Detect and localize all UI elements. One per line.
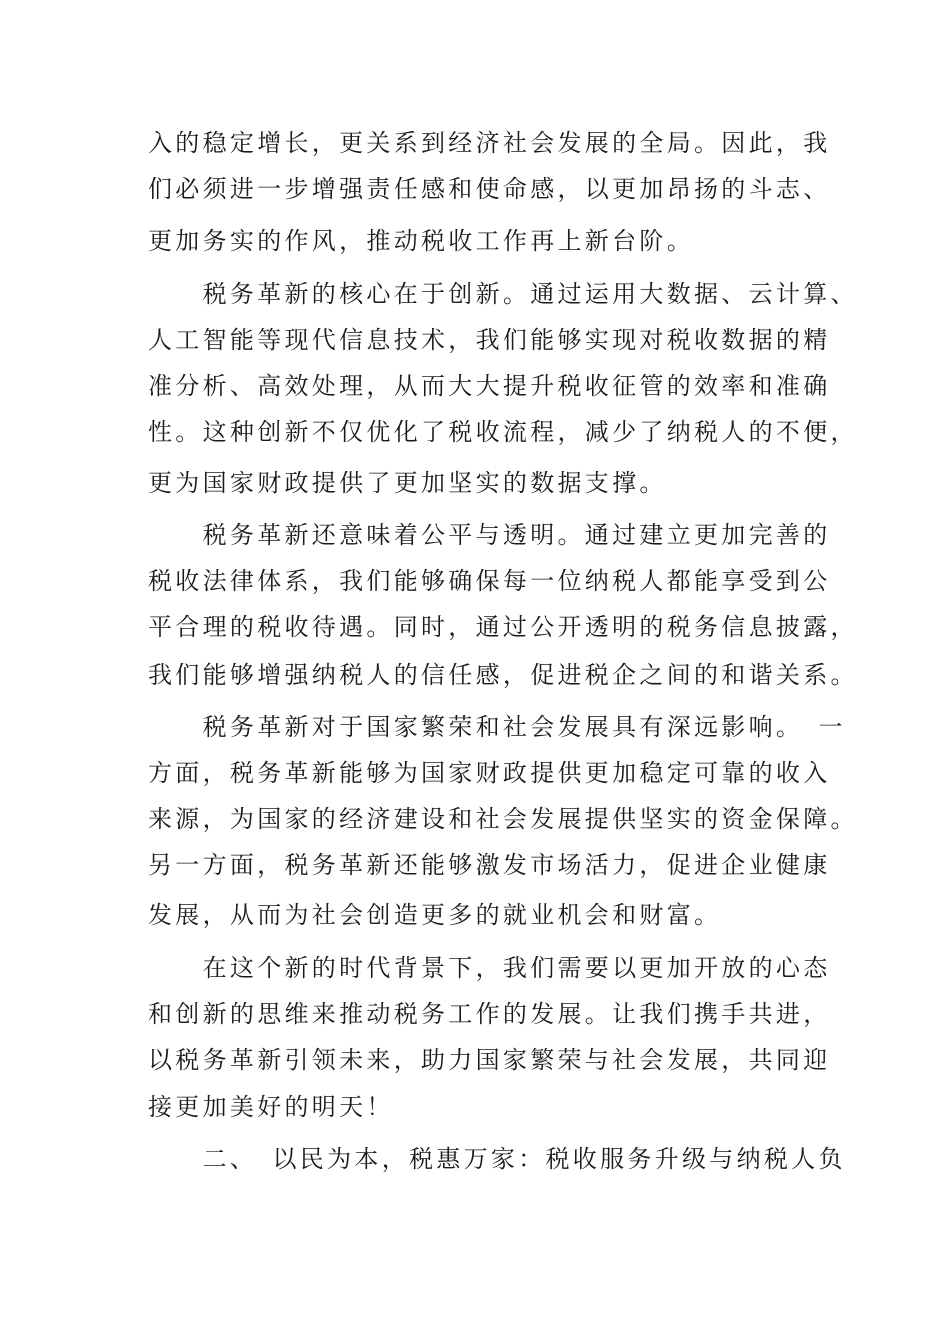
- text-line: 更为国家财政提供了更加坚实的数据支撑。: [148, 469, 667, 497]
- text-line: 在这个新的时代背景下，我们需要以更加开放的心态: [148, 954, 831, 982]
- text-line: 更加务实的作风，推动税收工作再上新台阶。: [148, 227, 694, 255]
- text-line: 以税务革新引领未来，助力国家繁荣与社会发展，共同迎: [148, 1046, 831, 1074]
- text-line: 来源，为国家的经济建设和社会发展提供坚实的资金保障。: [148, 805, 858, 833]
- text-line: 性。这种创新不仅优化了税收流程，减少了纳税人的不便，: [148, 418, 858, 446]
- text-line: 发展，从而为社会创造更多的就业机会和财富。: [148, 901, 722, 929]
- section-heading: 二、 以民为本，税惠万家：税收服务升级与纳税人负: [148, 1145, 846, 1173]
- text-line: 税务革新还意味着公平与透明。通过建立更加完善的: [148, 521, 831, 549]
- text-line: 和创新的思维来推动税务工作的发展。让我们携手共进，: [148, 1000, 831, 1028]
- text-line: 们必须进一步增强责任感和使命感，以更加昂扬的斗志、: [148, 175, 831, 203]
- text-line: 税务革新的核心在于创新。通过运用大数据、云计算、: [148, 280, 858, 308]
- text-line: 入的稳定增长，更关系到经济社会发展的全局。因此，我: [148, 129, 831, 157]
- text-line: 另一方面，税务革新还能够激发市场活力，促进企业健康: [148, 851, 831, 879]
- text-line: 准分析、高效处理，从而大大提升税收征管的效率和准确: [148, 372, 831, 400]
- text-line: 税收法律体系，我们能够确保每一位纳税人都能享受到公: [148, 567, 831, 595]
- text-line: 方面，税务革新能够为国家财政提供更加稳定可靠的收入: [148, 759, 831, 787]
- text-line: 我们能够增强纳税人的信任感，促进税企之间的和谐关系。: [148, 661, 858, 689]
- text-line: 税务革新对于国家繁荣和社会发展具有深远影响。 一: [148, 713, 846, 741]
- text-line: 接更加美好的明天！: [148, 1093, 394, 1121]
- text-line: 人工智能等现代信息技术，我们能够实现对税收数据的精: [148, 326, 831, 354]
- text-line: 平合理的税收待遇。同时，通过公开透明的税务信息披露，: [148, 613, 858, 641]
